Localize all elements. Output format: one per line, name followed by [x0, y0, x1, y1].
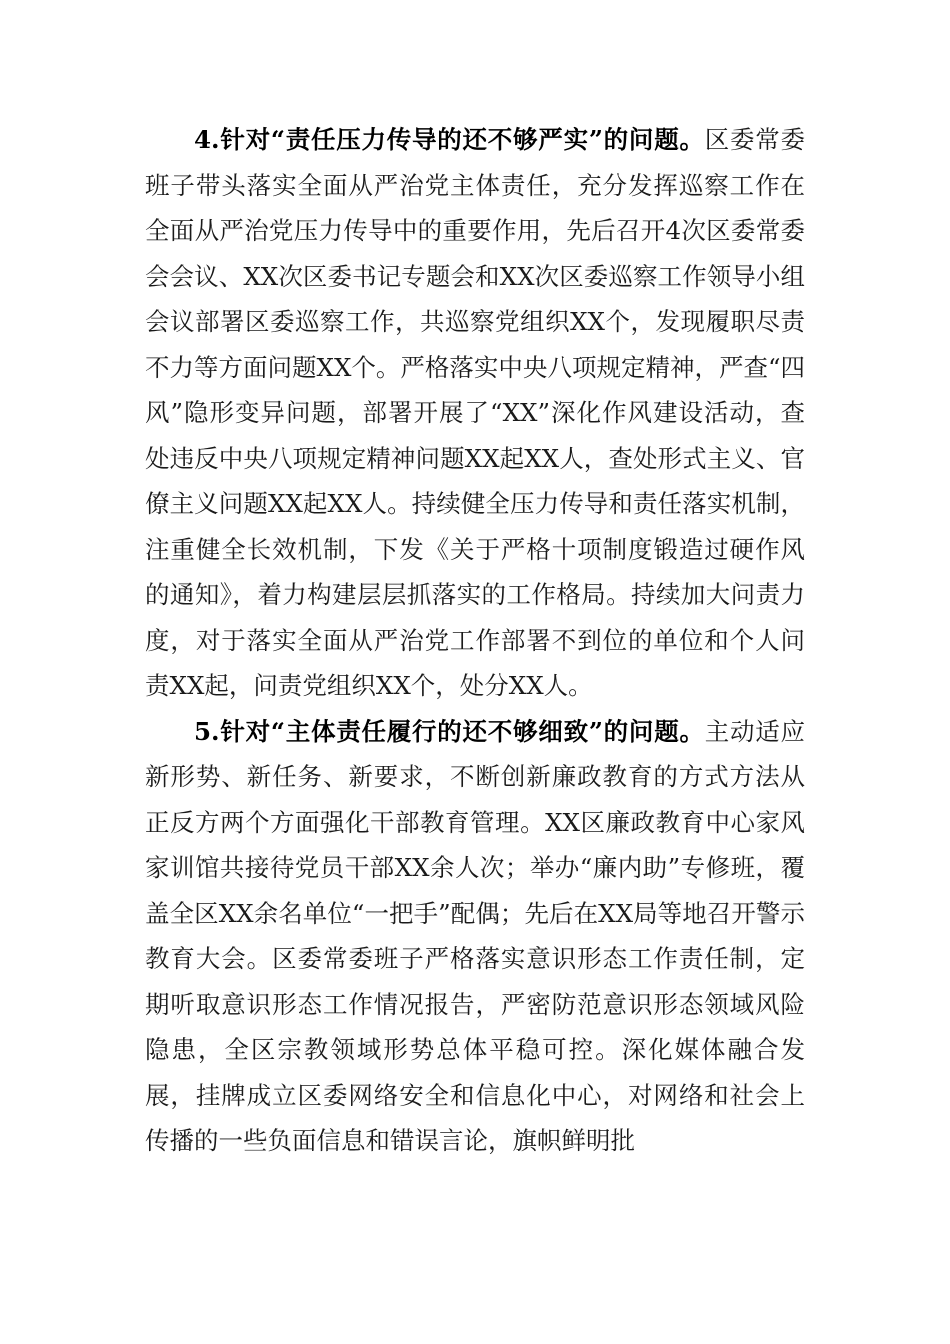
document-body: [145, 117, 805, 1164]
paragraph-4-heading: 4.针对“责任压力传导的还不够严实”的问题。: [194, 125, 705, 154]
paragraph-5: [145, 709, 805, 1164]
paragraph-4-body: 区委常委班子带头落实全面从严治党主体责任，充分发挥巡察工作在全面从严治党压力传导中的重要作用，先后召开4次区委常委会会议、XX次区委书记专题会和XX次区委巡察工作领导小组会议部署区委巡察工作，共巡察党组织XX个，发现履职尽责不力等方面问题XX个。严格落实中央八项规定精神，严查“四风”隐形变异问题，部署开展了“XX”深化作风建设活动，查处违反中央八项规定精神问题XX起XX人，查处形式主义、官僚主义问题XX起XX人。持续健全压力传导和责任落实机制，注重健全长效机制，下发《关于严格十项制度锻造过硬作风的通知》，着力构建层层抓落实的工作格局。持续加大问责力度，对于落实全面从严治党工作部署不到位的单位和个人问责XX起，问责党组织XX个，处分XX人。: [145, 125, 805, 700]
paragraph-5-heading: 5.针对“主体责任履行的还不够细致”的问题。: [194, 716, 705, 746]
paragraph-4: [145, 117, 805, 709]
paragraph-5-body: 主动适应新形势、新任务、新要求，不断创新廉政教育的方式方法从正反方两个方面强化干部教育管理。XX区廉政教育中心家风家训馆共接待党员干部XX余人次；举办“廉内助”专修班，覆盖全区XX余名单位“一把手”配偶；先后在XX局等地召开警示教育大会。区委常委班子严格落实意识形态工作责任制，定期听取意识形态工作情况报告，严密防范意识形态领域风险隐患，全区宗教领域形势总体平稳可控。深化媒体融合发展，挂牌成立区委网络安全和信息化中心，对网络和社会上传播的一些负面信息和错误言论，旗帜鲜明批: [145, 716, 805, 1155]
